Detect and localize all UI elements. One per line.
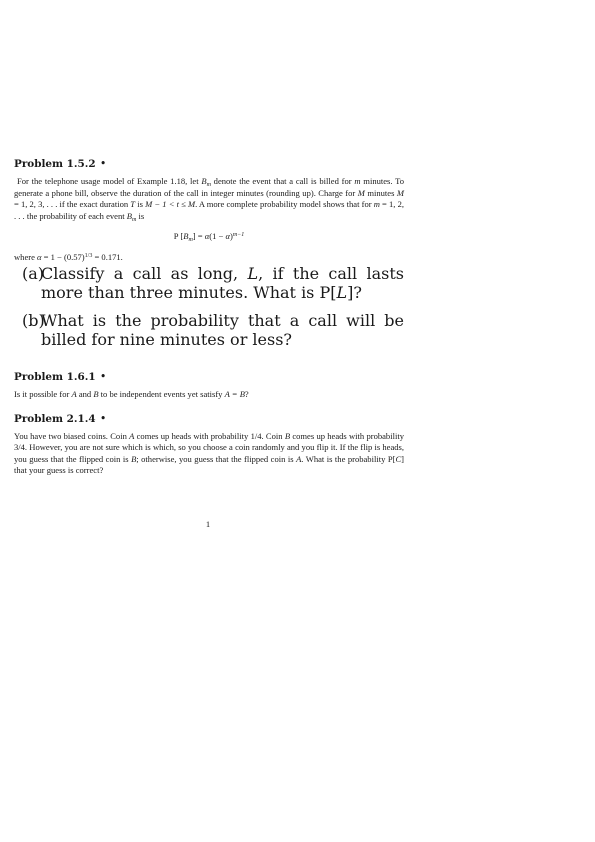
display-formula: P $[B_m] = \alpha(1 - \alpha)^{m-1}$ [173, 231, 245, 244]
problem-heading [14, 412, 404, 427]
where-clause: where $\alpha = 1 - (0.57)^{1/3} = 0.171$. [14, 252, 123, 263]
problem-2-1-4 [14, 412, 404, 477]
page-number: 1 [205, 519, 211, 529]
math-var: M [357, 187, 365, 198]
bullet-icon: • [100, 413, 106, 424]
math-var: B [126, 210, 132, 221]
subpart-label: (b) [22, 310, 45, 330]
problem-1-6-1 [14, 370, 404, 401]
subpart-b [14, 311, 404, 349]
problem-text: For the telephone usage model of Example 1.18, let $B_m$ denote the event that a call is billed for m minutes. To generate a phone bill, observe the duration of the call in integer minutes (rounding up). Charge for M minutes M = 1, 2, 3, . . . if the exact duration T is M − 1 < t ≤ M. A more complete probability model shows that for m = 1, 2, . . . the probability of each event $B_m$ is [14, 176, 404, 223]
subpart-text: What is the probability that a call will be billed for nine minutes or less? [41, 310, 404, 349]
math-inequality: M − 1 < t ≤ M [145, 199, 196, 210]
spacer [14, 401, 404, 412]
bullet-icon: • [100, 371, 106, 382]
problem-heading [14, 157, 404, 172]
problem-text: Is it possible for A and B to be independent events yet satisfy A = B? [14, 388, 249, 399]
math-var: m [354, 176, 361, 186]
problem-1-5-2 [14, 157, 404, 349]
bullet-icon: • [100, 159, 106, 169]
math-var: T [130, 199, 136, 210]
math-var: M [396, 187, 404, 198]
problem-title: Problem 2.1.4 [14, 412, 96, 425]
spacer [14, 358, 404, 370]
subpart-a [14, 264, 404, 302]
problem-text: You have two biased coins. Coin A comes up heads with probability 1/4. Coin B comes up heads with probability 3/4. However, you are not sure which is which, so you choose a coin randomly and you flip it. If the flip is heads, you guess that the flipped coin is B; otherwise, you guess that the flipped coin is A. What is the probability P[C] that your guess is correct? [14, 430, 404, 476]
problem-title: Problem 1.5.2 [14, 158, 96, 170]
page-content [14, 157, 404, 477]
problem-title: Problem 1.6.1 [14, 370, 96, 383]
math-var: m [373, 199, 380, 210]
math-var: B [201, 176, 207, 186]
subpart-text: Classify a call as long, L, if the call lasts more than three minutes. What is P[L]? [41, 263, 404, 302]
problem-heading [14, 370, 404, 385]
subpart-label: (a) [22, 263, 45, 283]
